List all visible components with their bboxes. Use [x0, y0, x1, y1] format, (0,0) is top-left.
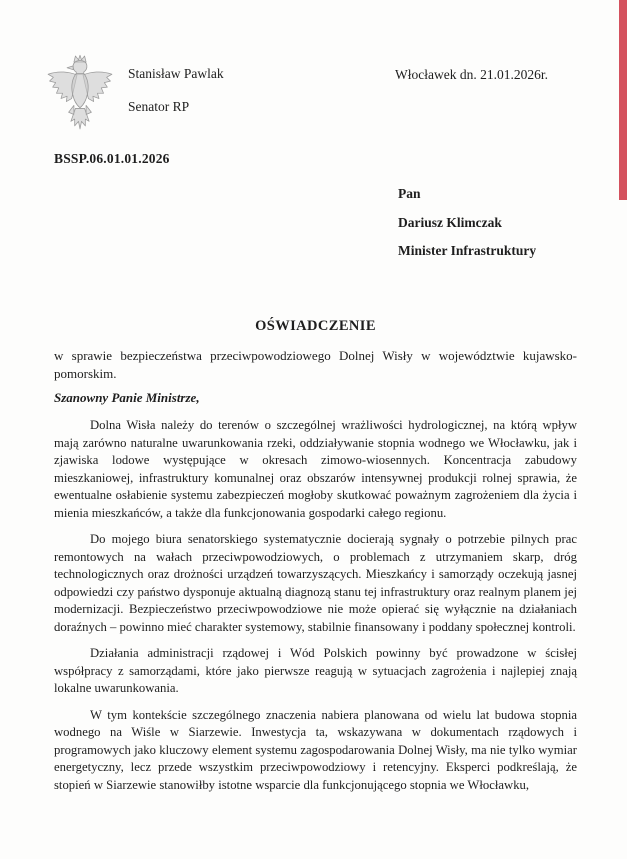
sender-role: Senator RP — [128, 99, 190, 114]
reference-number: BSSP.06.01.01.2026 — [54, 151, 170, 166]
letter-body — [54, 417, 577, 803]
recipient-name: Dariusz Klimczak — [398, 214, 502, 230]
letter-paragraph: Dolna Wisła należy do terenów o szczególnej wrażliwości hydrologicznej, na którą wpływ mają zarówno naturalne uwarunkowania rzeki, oddziaływanie stopnia wodnego we Włocławku, jak i zjawiska lodowe występujące w okresach zimowo-wiosennych. Koncentracja zabudowy mieszkaniowej, infrastruktury komunalnej oraz obszarów intensywnej produkcji rolnej sprawia, że ewentualne osłabienie systemu zabezpieczeń mogłoby skutkować poważnym zagrożeniem dla życia i mienia mieszkańców, a także dla funkcjonowania gospodarki całego regionu. — [54, 418, 577, 520]
polish-eagle-emblem-icon — [42, 53, 118, 135]
statement-title: OŚWIADCZENIE — [255, 318, 376, 334]
recipient-block — [398, 180, 536, 266]
red-accent-bar — [619, 0, 627, 200]
subject-line: w sprawie bezpieczeństwa przeciwpowodziowego Dolnej Wisły w województwie kujawsko-pomorskim. — [54, 348, 577, 381]
place-and-date: Włocławek dn. 21.01.2026r. — [395, 67, 548, 82]
sender-name: Stanisław Pawlak — [128, 66, 224, 81]
recipient-salutation: Pan — [398, 186, 421, 201]
letter-paragraph: Do mojego biura senatorskiego systematycznie docierają sygnały o potrzebie pilnych prac remontowych na wałach przeciwpowodziowych, o problemach z utrzymaniem skarp, dróg technologicznych oraz drożności urządzeń towarzyszących. Mieszkańcy i samorządy oczekują jasnej odpowiedzi czy państwo dysponuje aktualną diagnozą stanu tej infrastruktury oraz realnym planem jej modernizacji. Bezpieczeństwo przeciwpowodziowe nie może opierać się wyłącznie na działaniach doraźnych – powinno mieć charakter systemowy, stabilnie finansowany i poddany społecznej kontroli. — [54, 532, 577, 634]
letter-paragraph: W tym kontekście szczególnego znaczenia nabiera planowana od wielu lat budowa stopnia wodnego na Wiśle w Siarzewie. Inwestycja ta, wskazywana w dokumentach rządowych i programowych jako kluczowy element systemu zagospodarowania Dolnej Wisły, ma nie tylko wymiar energetyczny, lecz przede wszystkim przeciwpowodziowy i retencyjny. Eksperci podkreślają, że stopień w Siarzewie stanowiłby istotne wsparcie dla funkcjonującego stopnia we Włocławku, — [54, 707, 577, 792]
salutation: Szanowny Panie Ministrze, — [54, 390, 200, 405]
letter-paragraph: Działania administracji rządowej i Wód Polskich powinny być prowadzone w ścisłej współpracy z samorządami, które jako pierwsze reagują w sytuacjach zagrożenia i najlepiej znają lokalne uwarunkowania. — [54, 646, 577, 695]
recipient-position: Minister Infrastruktury — [398, 243, 537, 258]
